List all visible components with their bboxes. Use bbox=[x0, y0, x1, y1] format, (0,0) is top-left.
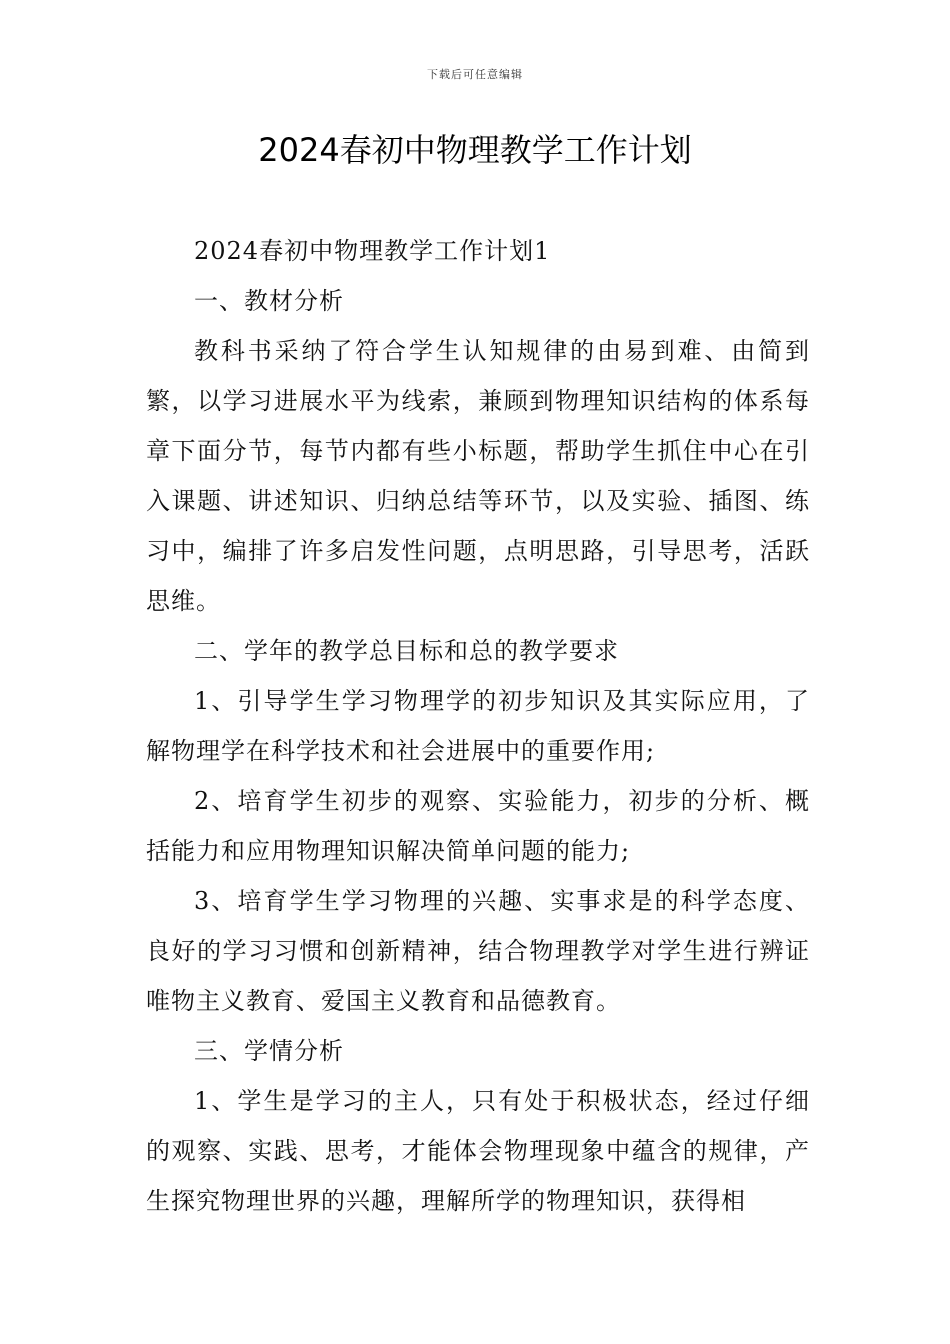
document-body bbox=[146, 226, 810, 1226]
plan-subtitle: 2024春初中物理教学工作计划1 bbox=[194, 237, 551, 265]
paragraph-goal-2: 2、培育学生初步的观察、实验能力，初步的分析、概括能力和应用物理知识解决简单问题的能力; bbox=[146, 787, 810, 865]
paragraph-textbook-analysis: 教科书采纳了符合学生认知规律的由易到难、由简到繁，以学习进展水平为线索，兼顾到物理知识结构的体系每章下面分节，每节内都有些小标题，帮助学生抓住中心在引入课题、讲述知识、归纳总结等环节，以及实验、插图、练习中，编排了许多启发性问题，点明思路，引导思考，活跃思维。 bbox=[146, 337, 810, 615]
document-title: 2024春初中物理教学工作计划 bbox=[258, 131, 692, 169]
section-heading-teaching-goals: 二、学年的教学总目标和总的教学要求 bbox=[194, 637, 619, 665]
header-note: 下载后可任意编辑 bbox=[427, 68, 523, 81]
section-heading-student-analysis: 三、学情分析 bbox=[194, 1037, 344, 1065]
section-heading-textbook-analysis: 一、教材分析 bbox=[194, 287, 344, 315]
paragraph-student-1: 1、学生是学习的主人，只有处于积极状态，经过仔细的观察、实践、思考，才能体会物理现象中蕴含的规律，产生探究物理世界的兴趣，理解所学的物理知识，获得相 bbox=[146, 1087, 810, 1215]
paragraph-goal-3: 3、培育学生学习物理的兴趣、实事求是的科学态度、良好的学习习惯和创新精神，结合物理教学对学生进行辨证唯物主义教育、爱国主义教育和品德教育。 bbox=[146, 887, 810, 1015]
paragraph-goal-1: 1、引导学生学习物理学的初步知识及其实际应用，了解物理学在科学技术和社会进展中的重要作用; bbox=[146, 687, 810, 765]
